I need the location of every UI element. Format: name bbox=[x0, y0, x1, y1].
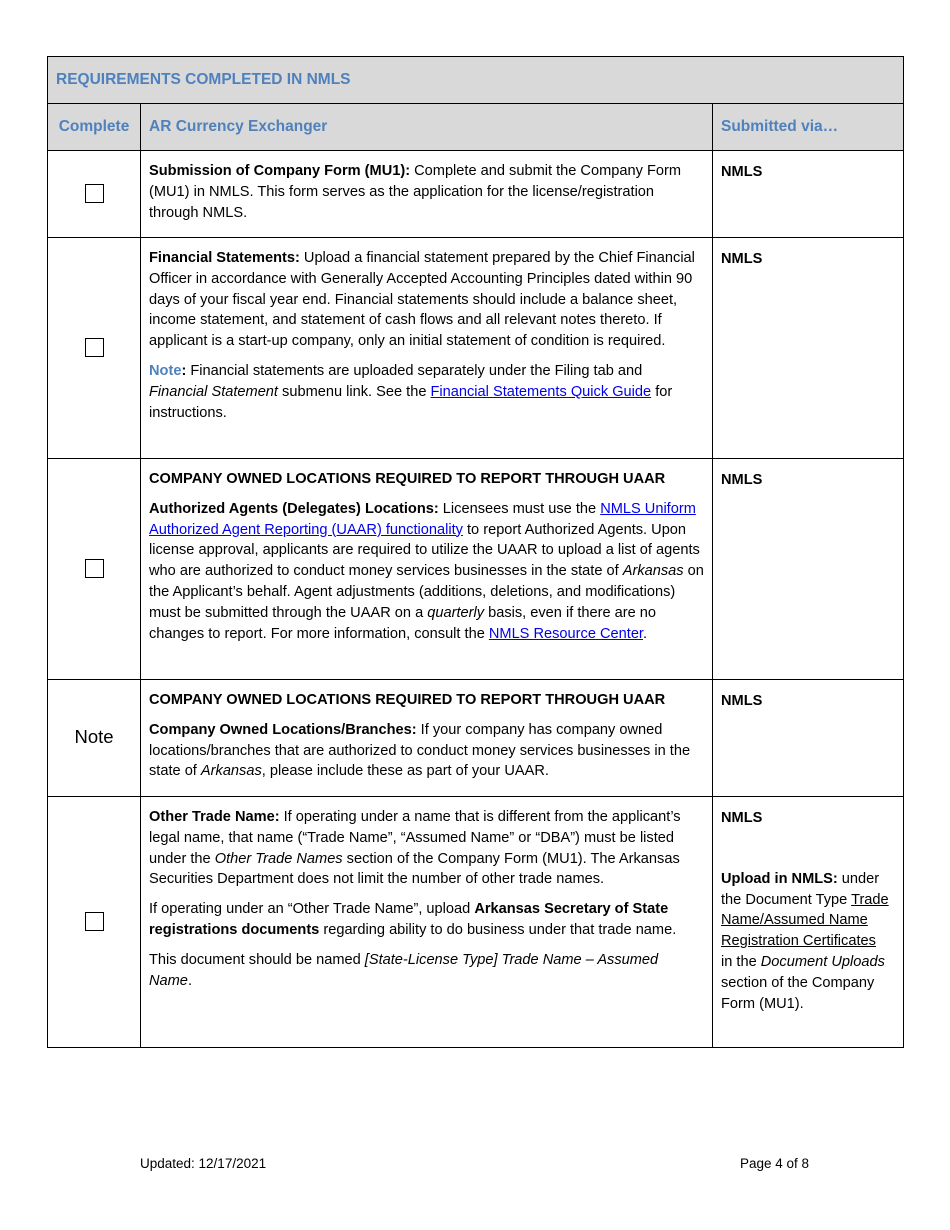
requirement-text: basis, even if there are no changes to report. For more information, consult the bbox=[149, 604, 657, 642]
requirement-text: to report Authorized Agents. Upon license approval, applicants are required to utilize the UAAR to upload a list of agents who are authorized to conduct money services businesses in the state of bbox=[149, 521, 700, 580]
complete-checkbox[interactable] bbox=[85, 559, 104, 578]
requirement-text: . bbox=[643, 625, 648, 642]
note-text: for instructions. bbox=[149, 383, 673, 421]
requirement-bold: Arkansas Secretary of State registrations documents bbox=[149, 901, 669, 938]
requirement-italic: Other Trade Names bbox=[214, 850, 343, 867]
section-heading: COMPANY OWNED LOCATIONS REQUIRED TO REPORT THROUGH UAAR bbox=[149, 471, 666, 487]
upload-text: section of the Company Form (MU1). bbox=[721, 974, 875, 1012]
requirement-title: Submission of Company Form (MU1): bbox=[149, 163, 411, 179]
note-text: submenu link. See the bbox=[277, 383, 431, 400]
requirement-cell bbox=[141, 151, 713, 238]
requirement-cell bbox=[141, 238, 713, 459]
requirement-paragraph bbox=[149, 807, 704, 890]
requirement-cell bbox=[141, 797, 713, 1048]
section-heading: COMPANY OWNED LOCATIONS REQUIRED TO REPORT THROUGH UAAR bbox=[149, 692, 666, 708]
table-row bbox=[48, 797, 904, 1048]
requirement-title: Financial Statements: bbox=[149, 250, 300, 266]
requirement-italic: Arkansas bbox=[200, 763, 262, 780]
requirement-text: section of the Company Form (MU1). The Arkansas Securities Department does not limit the number of other trade names. bbox=[149, 850, 680, 888]
requirement-title: Authorized Agents (Delegates) Locations: bbox=[149, 500, 439, 517]
requirement-text: If operating under a name that is different from the applicant’s legal name, that name (“Trade Name”, “Assumed Name” or “DBA”) must be listed under the bbox=[149, 809, 681, 867]
requirement-paragraph bbox=[149, 161, 704, 223]
requirement-text: This document should be named bbox=[149, 951, 365, 968]
requirement-text: regarding ability to do business under that trade name. bbox=[319, 921, 677, 938]
submitted-cell bbox=[713, 151, 904, 238]
requirement-cell bbox=[141, 459, 713, 680]
upload-instructions bbox=[721, 869, 895, 1015]
complete-cell bbox=[48, 459, 141, 680]
requirement-cell bbox=[141, 680, 713, 797]
complete-checkbox[interactable] bbox=[85, 912, 104, 931]
uaar-functionality-link[interactable]: NMLS Uniform Authorized Agent Reporting (UAAR) functionality bbox=[149, 500, 696, 538]
requirement-text: Upload a financial statement prepared by the Chief Financial Officer in accordance with Generally Accepted Accounting Principles dated within 90 days of your fiscal year end. Financial statements should include a balance sheet, income statement, and statement of cash flows and all relevant notes thereto. If applicant is a start-up company, only an initial statement of condition is required. bbox=[149, 250, 695, 350]
requirement-italic: Arkansas bbox=[622, 563, 684, 580]
document-type-name: Trade Name/Assumed Name Registration Certificates bbox=[721, 891, 889, 950]
submitted-cell bbox=[713, 797, 904, 1048]
upload-text: under the Document Type bbox=[721, 870, 880, 908]
requirement-paragraph bbox=[149, 899, 704, 941]
requirement-text: . bbox=[187, 972, 192, 989]
requirement-text: If your company has company owned locations/branches that are authorized to conduct money services businesses in the state of bbox=[149, 721, 691, 780]
submitted-cell bbox=[713, 238, 904, 459]
table-header-row bbox=[48, 104, 904, 151]
upload-title: Upload in NMLS: bbox=[721, 870, 838, 887]
submitted-value: NMLS bbox=[721, 693, 763, 709]
complete-cell bbox=[48, 238, 141, 459]
complete-checkbox[interactable] bbox=[85, 338, 104, 357]
requirement-title: Company Owned Locations/Branches: bbox=[149, 721, 417, 738]
submitted-value: NMLS bbox=[721, 472, 763, 488]
complete-cell bbox=[48, 680, 141, 797]
header-requirement: AR Currency Exchanger bbox=[141, 104, 713, 151]
table-title-row bbox=[48, 57, 904, 104]
requirement-text: , please include these as part of your UAAR. bbox=[261, 763, 549, 780]
submitted-value: NMLS bbox=[721, 164, 763, 180]
table-row bbox=[48, 151, 904, 238]
complete-note-label: Note bbox=[74, 725, 114, 747]
submitted-cell bbox=[713, 459, 904, 680]
upload-text: in the bbox=[721, 953, 761, 970]
note-paragraph bbox=[149, 361, 704, 423]
table-row bbox=[48, 459, 904, 680]
table-row bbox=[48, 680, 904, 797]
requirement-paragraph bbox=[149, 950, 704, 992]
requirement-paragraph bbox=[149, 248, 704, 352]
complete-checkbox[interactable] bbox=[85, 184, 104, 203]
note-text: Financial statements are uploaded separately under the Filing tab and bbox=[186, 362, 643, 379]
requirement-italic: quarterly bbox=[427, 604, 485, 621]
requirement-text: Complete and submit the Company Form (MU1) in NMLS. This form serves as the application for the license/registration through NMLS. bbox=[149, 163, 681, 221]
complete-cell bbox=[48, 797, 141, 1048]
submitted-value: NMLS bbox=[721, 251, 763, 267]
financial-statements-guide-link[interactable]: Financial Statements Quick Guide bbox=[430, 383, 652, 400]
header-complete: Complete bbox=[48, 104, 141, 151]
footer-updated: Updated: 12/17/2021 bbox=[140, 1156, 267, 1171]
footer-page-number: Page 4 of 8 bbox=[740, 1156, 810, 1171]
table-row bbox=[48, 238, 904, 459]
requirement-text: on the Applicant’s behalf. Agent adjustments (additions, deletions, and modifications) must be submitted through the UAAR on a bbox=[149, 563, 704, 621]
note-label: Note bbox=[149, 362, 182, 379]
requirement-italic: [State-License Type] Trade Name – Assumed Name bbox=[149, 951, 659, 989]
note-colon: : bbox=[181, 362, 187, 379]
requirements-table bbox=[47, 56, 904, 1048]
requirement-paragraph bbox=[149, 499, 704, 645]
header-submitted: Submitted via… bbox=[713, 104, 904, 151]
table-title: REQUIREMENTS COMPLETED IN NMLS bbox=[48, 57, 904, 104]
requirement-paragraph bbox=[149, 720, 704, 782]
requirement-text: Licensees must use the bbox=[438, 500, 601, 517]
requirement-text: If operating under an “Other Trade Name”, upload bbox=[149, 901, 475, 918]
submitted-cell bbox=[713, 680, 904, 797]
requirement-title: Other Trade Name: bbox=[149, 809, 280, 825]
upload-italic: Document Uploads bbox=[760, 953, 885, 970]
note-italic: Financial Statement bbox=[149, 383, 278, 400]
nmls-resource-center-link[interactable]: NMLS Resource Center bbox=[488, 625, 643, 642]
complete-cell bbox=[48, 151, 141, 238]
submitted-value: NMLS bbox=[721, 810, 763, 826]
